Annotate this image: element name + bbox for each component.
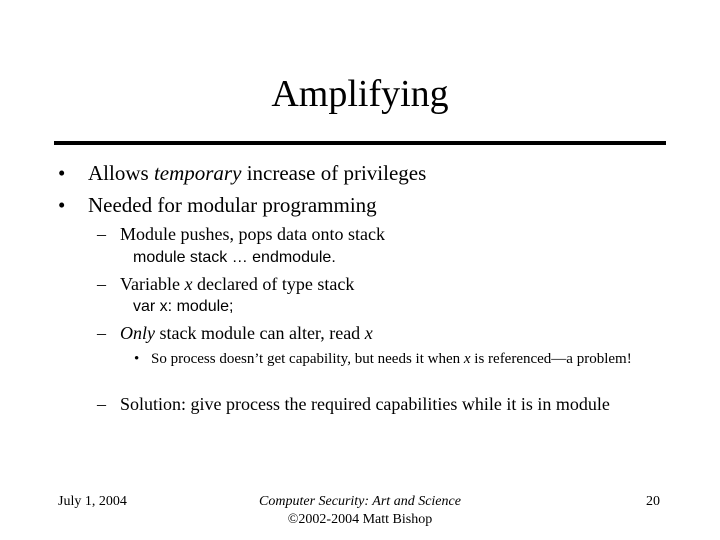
bullet-marker: •: [134, 351, 140, 367]
dash-marker: –: [97, 394, 106, 414]
footer-copyright: ©2002-2004 Matt Bishop: [287, 512, 433, 527]
title-divider: [54, 141, 666, 145]
sub-variable-x: – Variable x declared of type stack: [97, 274, 355, 294]
bullet-modular-programming: • Needed for modular programming: [58, 193, 377, 217]
footer-date: July 1, 2004: [58, 494, 127, 509]
footer-book-title: Computer Security: Art and Science: [259, 494, 461, 509]
sub-module-pushes: – Module pushes, pops data onto stack: [97, 224, 385, 244]
footer-page-number: 20: [646, 494, 660, 509]
bullet-marker: •: [58, 193, 66, 217]
bullet-marker: •: [58, 161, 66, 185]
bullet-allows-temporary: • Allows temporary increase of privileges: [58, 161, 427, 185]
slide-title: Amplifying: [271, 73, 449, 115]
footer-book: [220, 493, 500, 529]
code-var-x: var x: module;: [133, 298, 234, 315]
dash-marker: –: [97, 323, 106, 343]
sub-only-stack-module: – Only stack module can alter, read x: [97, 323, 373, 343]
code-module-stack: module stack … endmodule.: [133, 249, 336, 266]
dash-marker: –: [97, 224, 106, 244]
dash-marker: –: [97, 274, 106, 294]
